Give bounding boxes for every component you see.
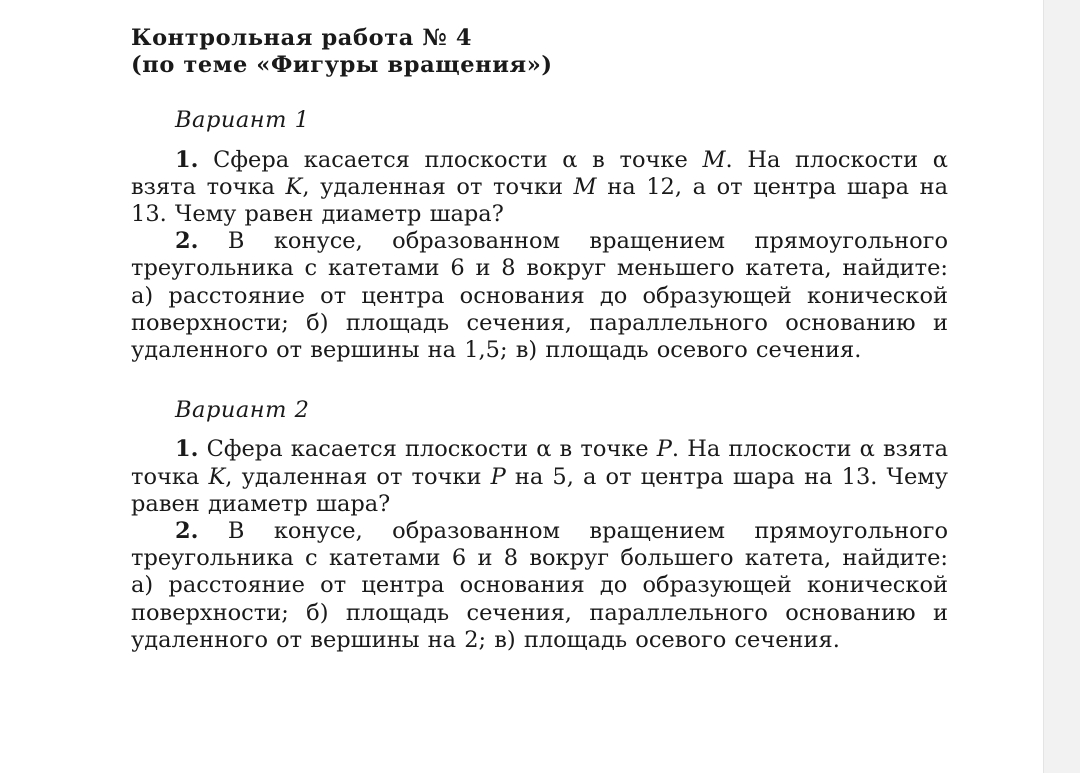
problem-text: Сфера касается плоскости α в точке	[198, 146, 703, 173]
problem-item	[131, 147, 948, 229]
problem-text: Сфера касается плоскости α в точке	[198, 436, 657, 463]
title-line-1: Контрольная работа № 4	[131, 25, 473, 51]
variable-symbol: P	[656, 436, 672, 463]
variable-symbol: M	[702, 146, 726, 173]
document-title	[131, 25, 948, 79]
variable-symbol: P	[490, 463, 506, 490]
problem-text: , удаленная от точки	[225, 463, 491, 490]
problem-text: В конусе, образованном вращением прямоугольного треугольника с катетами 6 и 8 вокруг большего катета, найдите: а) расстояние от центра основания до образующей конической поверхности; б) площадь сечения, параллельного основанию и удаленного от вершины на 2; в) площадь осевого сечения.	[131, 518, 948, 653]
problem-number: 2.	[175, 228, 199, 255]
problem-text: . На плоскости α взята точка	[131, 436, 948, 490]
problem-item	[131, 436, 948, 518]
problem-item	[131, 228, 948, 364]
page-edge	[1043, 0, 1080, 773]
document-content	[131, 25, 948, 654]
variant-heading: Вариант 2	[175, 397, 310, 424]
title-line-2: (по теме «Фигуры вращения»)	[131, 52, 553, 79]
variable-symbol: M	[573, 173, 597, 200]
problem-number: 1.	[175, 146, 199, 173]
problem-text: , удаленная от точки	[302, 173, 574, 200]
problem-text: В конусе, образованном вращением прямоугольного треугольника с катетами 6 и 8 вокруг меньшего катета, найдите: а) расстояние от центра основания до образующей конической поверхности; б) площадь сечения, параллельного основанию и удаленного от вершины на 1,5; в) площадь осевого сечения.	[131, 228, 948, 364]
problem-text: . На плоскости α взята точка	[131, 146, 948, 200]
variable-symbol: K	[208, 463, 226, 490]
problem-number: 2.	[175, 518, 199, 545]
variant-1	[131, 107, 948, 364]
problem-text: на 5, а от центра шара на 13. Чему равен диаметр шара?	[131, 463, 948, 517]
problem-item	[131, 518, 948, 654]
problem-number: 1.	[175, 436, 199, 463]
variant-heading: Вариант 1	[175, 107, 310, 134]
variant-2	[131, 397, 948, 654]
variable-symbol: K	[285, 173, 303, 200]
problem-text: на 12, а от центра шара на 13. Чему равен диаметр шара?	[131, 173, 948, 228]
